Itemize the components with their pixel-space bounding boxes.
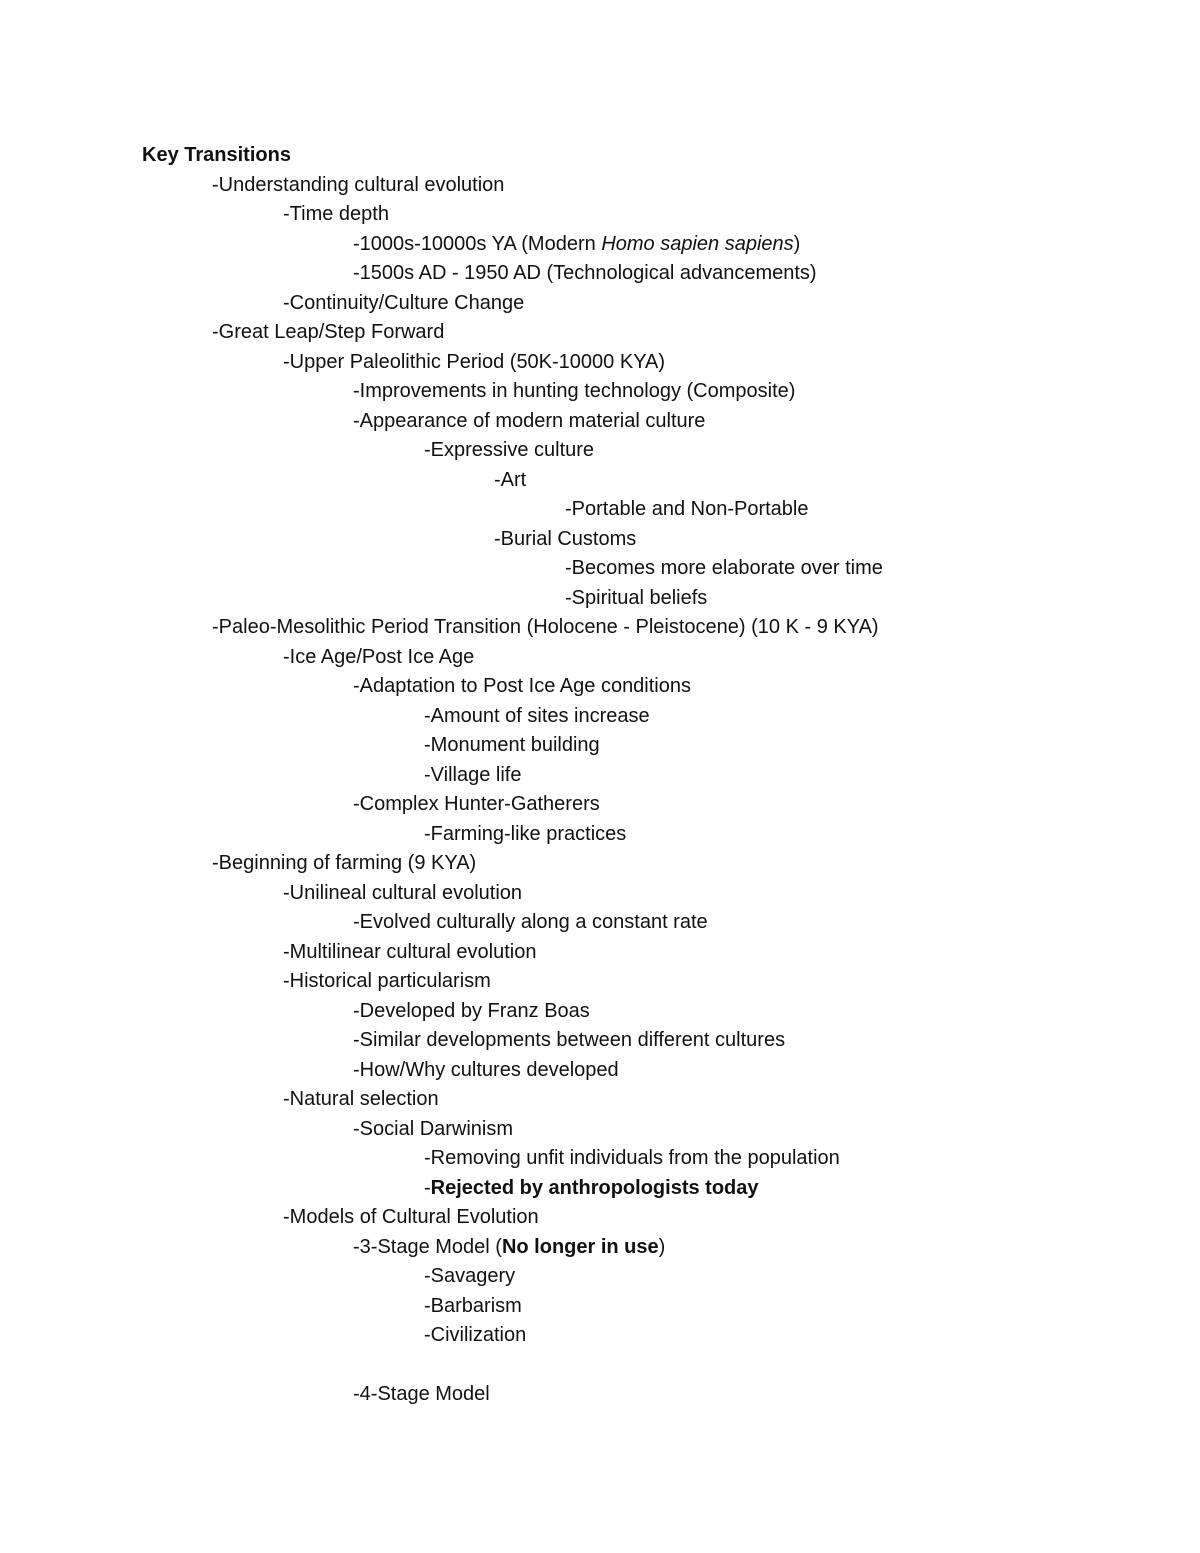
outline-item [142,1233,1142,1263]
outline-item: -Becomes more elaborate over time [565,557,883,579]
blank-line [142,1351,1142,1381]
outline-item: -Expressive culture [424,439,595,461]
outline-item: -Unilineal cultural evolution [283,881,523,904]
outline-item: -Paleo-Mesolithic Period Transition (Holocene - Pleistocene) (10 K - 9 KYA) [212,616,879,638]
outline-item: -Farming-like practices [424,822,627,845]
outline-text: - [424,1176,431,1199]
outline-item: -Art [494,468,527,491]
document-page [142,141,1142,1410]
outline-item: -Historical particularism [283,970,491,992]
bold-emphasis: Rejected by anthropologists today [430,1176,759,1199]
outline-item: -Evolved culturally along a constant rate [353,911,708,933]
outline-item: -Similar developments between different cultures [353,1029,786,1051]
outline-item: -Spiritual beliefs [565,586,708,609]
outline-item [142,230,1142,260]
outline-item: -How/Why cultures developed [353,1058,619,1081]
outline-item: -Portable and Non-Portable [565,498,809,520]
outline-item: -Social Darwinism [353,1117,514,1140]
outline-item: -Civilization [424,1324,527,1346]
outline-text: ) [793,232,801,255]
outline-item [142,1174,1142,1204]
outline-item: -Natural selection [283,1088,439,1110]
outline-item: -Great Leap/Step Forward [212,321,445,343]
outline-item: -Monument building [424,734,600,756]
outline-item: -1500s AD - 1950 AD (Technological advancements) [353,262,817,284]
outline-item: -Burial Customs [494,527,637,550]
outline-item: -Ice Age/Post Ice Age [283,645,475,668]
bold-emphasis: No longer in use [501,1235,659,1258]
outline-item: -Developed by Franz Boas [353,999,590,1022]
outline-item: -Village life [424,763,522,786]
outline-item: -4-Stage Model [353,1383,490,1405]
outline-item: -Beginning of farming (9 KYA) [212,852,477,874]
outline-item: -Models of Cultural Evolution [283,1206,539,1228]
document-title: Key Transitions [142,144,291,166]
outline-item: -Improvements in hunting technology (Composite) [353,380,796,402]
italic-species-name: Homo sapien sapiens [601,232,794,255]
outline-item: -Savagery [424,1265,516,1287]
outline-text: -3-Stage Model ( [353,1235,502,1258]
outline-item: -Time depth [283,203,389,225]
outline-text: ) [658,1235,666,1258]
outline-item: -Amount of sites increase [424,704,650,727]
outline-item: -Continuity/Culture Change [283,291,525,314]
outline-item: -Barbarism [424,1294,522,1317]
outline-text: -1000s-10000s YA (Modern [353,232,602,255]
outline-item: -Removing unfit individuals from the population [424,1147,840,1169]
outline-item: -Complex Hunter-Gatherers [353,793,600,815]
outline-item: -Upper Paleolithic Period (50K-10000 KYA) [283,350,666,373]
outline-item: -Multilinear cultural evolution [283,940,537,963]
outline-item: -Appearance of modern material culture [353,409,706,432]
outline-item: -Adaptation to Post Ice Age conditions [353,675,691,697]
outline-item: -Understanding cultural evolution [212,173,505,196]
